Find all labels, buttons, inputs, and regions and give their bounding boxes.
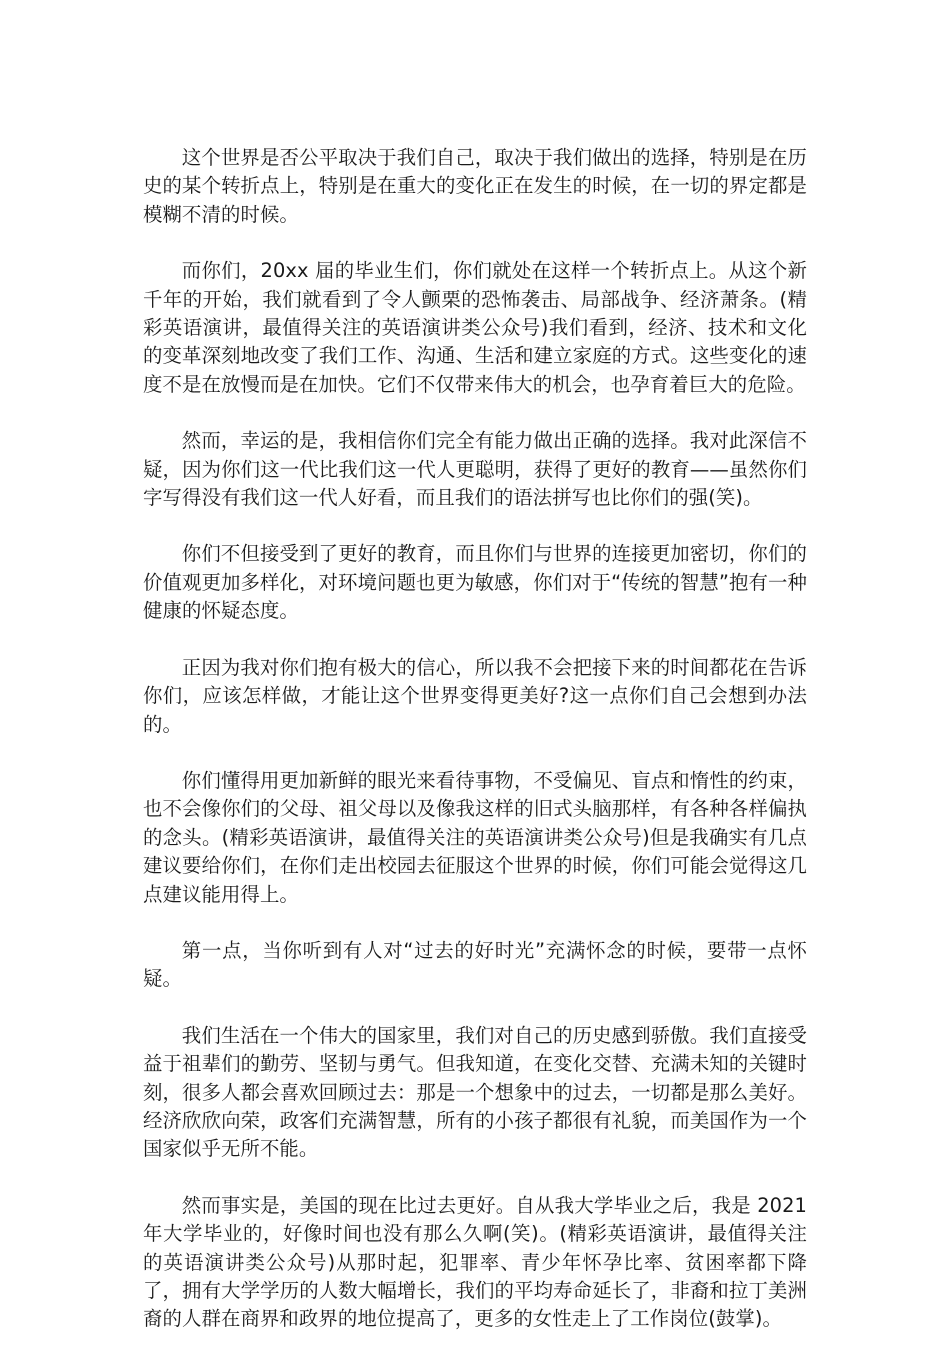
paragraph-9: 然而事实是，美国的现在比过去更好。自从我大学毕业之后，我是 2021 年大学毕业的，好像时间也没有那么久啊(笑)。(精彩英语演讲，最值得关注的英语演讲类公众号)从那时起，犯罪率、青少年怀孕比率、贫困率都下降了，拥有大学学历的人数大幅增长，我们的平均寿命延长了，非裔和拉丁美洲裔的人群在商界和政界的地位提高了，更多的女性走上了工作岗位(鼓掌)。	[143, 1193, 807, 1331]
paragraph-1: 这个世界是否公平取决于我们自己，取决于我们做出的选择，特别是在历史的某个转折点上，特别是在重大的变化正在发生的时候，在一切的界定都是模糊不清的时候。	[143, 146, 807, 226]
paragraph-2: 而你们，20xx 届的毕业生们，你们就处在这样一个转折点上。从这个新千年的开始，我们就看到了令人颤栗的恐怖袭击、局部战争、经济萧条。(精彩英语演讲，最值得关注的英语演讲类公众号)我们看到，经济、技术和文化的变革深刻地改变了我们工作、沟通、生活和建立家庭的方式。这些变化的速度不是在放慢而是在加快。它们不仅带来伟大的机会，也孕育着巨大的危险。	[143, 259, 807, 396]
paragraph-7: 第一点，当你听到有人对“过去的好时光”充满怀念的时候，要带一点怀疑。	[143, 938, 807, 991]
document-body	[143, 144, 807, 1362]
paragraph-8: 我们生活在一个伟大的国家里，我们对自己的历史感到骄傲。我们直接受益于祖辈们的勤劳、坚韧与勇气。但我知道，在变化交替、充满未知的关键时刻，很多人都会喜欢回顾过去：那是一个想象中的过去，一切都是那么美好。经济欣欣向荣，政客们充满智慧，所有的小孩子都很有礼貌，而美国作为一个国家似乎无所不能。	[143, 1023, 807, 1161]
paragraph-6: 你们懂得用更加新鲜的眼光来看待事物，不受偏见、盲点和惰性的约束，也不会像你们的父母、祖父母以及像我这样的旧式头脑那样，有各种各样偏执的念头。(精彩英语演讲，最值得关注的英语演讲类公众号)但是我确实有几点建议要给你们，在你们走出校园去征服这个世界的时候，你们可能会觉得这几点建议能用得上。	[143, 768, 807, 906]
paragraph-4: 你们不但接受到了更好的教育，而且你们与世界的连接更加密切，你们的价值观更加多样化，对环境问题也更为敏感，你们对于“传统的智慧”抱有一种健康的怀疑态度。	[143, 542, 807, 623]
paragraph-3: 然而，幸运的是，我相信你们完全有能力做出正确的选择。我对此深信不疑，因为你们这一代比我们这一代人更聪明，获得了更好的教育——虽然你们字写得没有我们这一代人好看，而且我们的语法拼写也比你们的强(笑)。	[143, 429, 807, 510]
paragraph-5: 正因为我对你们抱有极大的信心，所以我不会把接下来的时间都花在告诉你们，应该怎样做，才能让这个世界变得更美好?这一点你们自己会想到办法的。	[143, 655, 807, 736]
